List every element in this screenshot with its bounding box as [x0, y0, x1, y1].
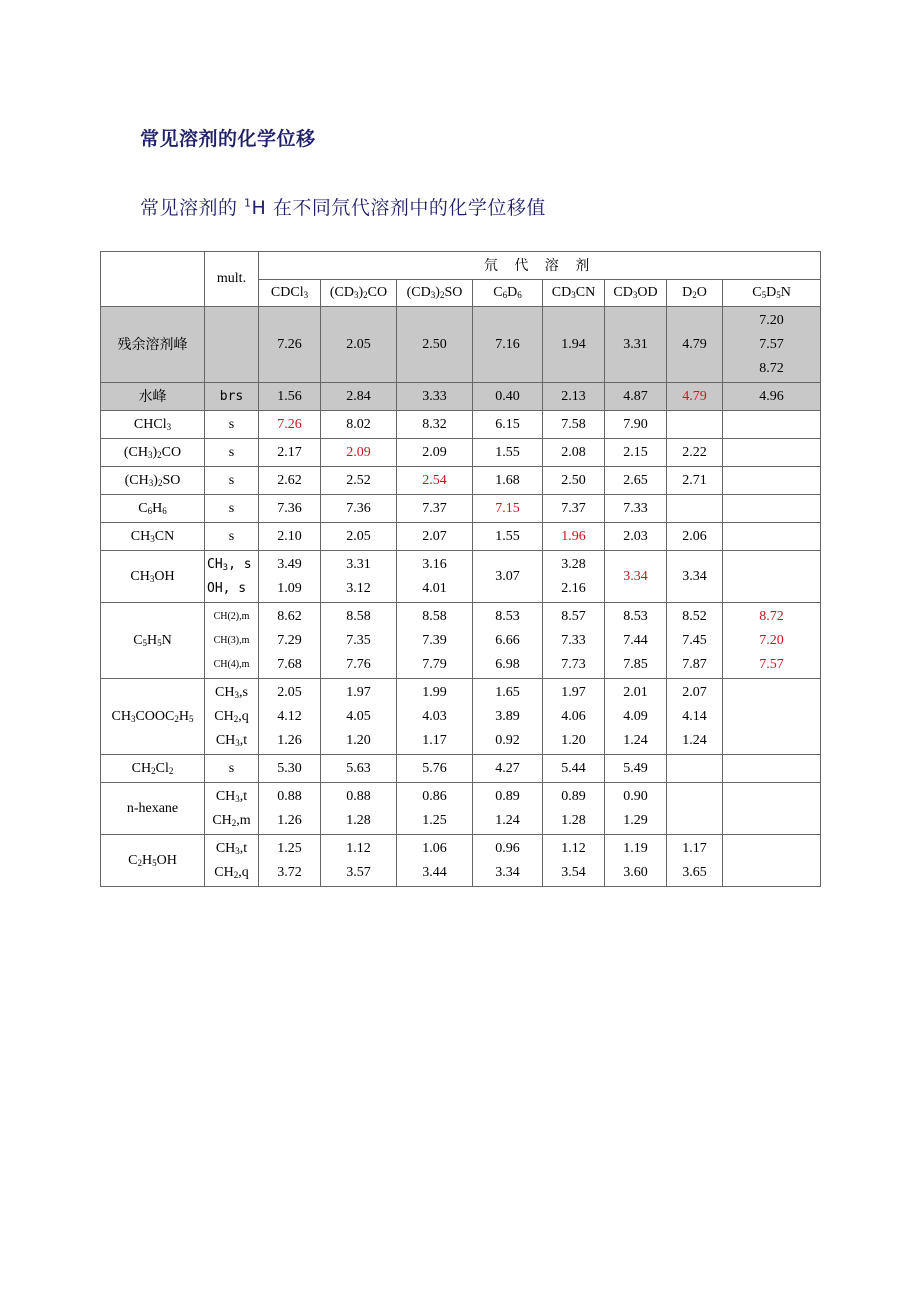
shift-value: 3.12 [346, 580, 371, 596]
shift-value-cell [605, 603, 667, 679]
shift-value: 0.92 [495, 732, 520, 748]
shift-value: 3.28 [561, 556, 586, 572]
shift-value-cell: 3.34 [667, 551, 723, 603]
shift-value-cell [667, 603, 723, 679]
shift-value: 8.58 [346, 608, 371, 624]
solvent-col-header: $C_6D_6$ [473, 280, 543, 307]
shift-value-cell: 2.05 [321, 307, 397, 383]
shift-value: 1.26 [277, 732, 302, 748]
shift-value: 8.57 [561, 608, 586, 624]
shift-value-cell [543, 783, 605, 835]
shift-value-cell: 4.96 [723, 383, 821, 411]
shift-value-cell: 5.44 [543, 755, 605, 783]
shift-value: 7.76 [346, 656, 371, 672]
table-row [101, 307, 821, 383]
shift-value-cell [723, 307, 821, 383]
table-row [101, 755, 821, 783]
shift-value-cell [259, 679, 321, 755]
shift-value: 4.09 [623, 708, 648, 724]
table-row [101, 439, 821, 467]
multiplicity-line: $CH_3,t$ [215, 840, 248, 856]
shift-value-cell: 1.68 [473, 467, 543, 495]
compound-label: $C_5H_5N$ [101, 603, 205, 679]
shift-value-cell: 5.30 [259, 755, 321, 783]
shift-value-cell [259, 603, 321, 679]
shift-value-cell [723, 467, 821, 495]
shift-value-cell: 2.71 [667, 467, 723, 495]
shift-value: 7.68 [277, 656, 302, 672]
compound-label: $(CH_3)_2CO$ [101, 439, 205, 467]
shift-value-cell: 7.15 [473, 495, 543, 523]
shift-value-cell [723, 551, 821, 603]
shift-value: 8.53 [623, 608, 648, 624]
shift-value: 0.96 [495, 840, 520, 856]
shift-value: 4.03 [422, 708, 447, 724]
shift-value-cell: 1.56 [259, 383, 321, 411]
shift-value-cell [667, 411, 723, 439]
shift-value: 0.89 [495, 788, 520, 804]
shift-value-cell: 2.84 [321, 383, 397, 411]
shift-value-cell: 2.52 [321, 467, 397, 495]
shift-value-cell: 2.65 [605, 467, 667, 495]
shift-value: 3.60 [623, 864, 648, 880]
shift-value-cell: 1.94 [543, 307, 605, 383]
compound-label: $CH_3COOC_2H_5$ [101, 679, 205, 755]
compound-label: $(CH_3)_2SO$ [101, 467, 205, 495]
compound-label: $CH_2Cl_2$ [101, 755, 205, 783]
shift-value: 3.34 [495, 864, 520, 880]
shift-value-cell [473, 603, 543, 679]
shift-value: 1.26 [277, 812, 302, 828]
shift-value-cell [723, 835, 821, 887]
shift-value: 1.17 [682, 840, 707, 856]
shift-value-cell: 2.06 [667, 523, 723, 551]
shift-value: 8.72 [759, 360, 784, 376]
shift-value-cell: 4.87 [605, 383, 667, 411]
multiplicity-line: CH(3),m [213, 634, 250, 646]
shift-value-cell [321, 603, 397, 679]
shift-value-cell: 2.03 [605, 523, 667, 551]
shift-value: 7.45 [682, 632, 707, 648]
multiplicity-cell [205, 551, 259, 603]
multiplicity-cell [205, 783, 259, 835]
solvent-col-header: $CD_3CN$ [543, 280, 605, 307]
shift-value-cell: 8.32 [397, 411, 473, 439]
compound-label: 水峰 [101, 383, 205, 411]
shift-value-cell [543, 679, 605, 755]
multiplicity-line: CH(4),m [213, 658, 250, 670]
shift-value-cell [321, 783, 397, 835]
shift-value: 1.28 [561, 812, 586, 828]
shift-value: 1.24 [682, 732, 707, 748]
shift-value-cell: 2.07 [397, 523, 473, 551]
shift-value: 7.33 [561, 632, 586, 648]
shift-value-cell: 7.33 [605, 495, 667, 523]
chemical-shift-table [100, 251, 821, 887]
shift-value: 1.97 [561, 684, 586, 700]
shift-value: 1.97 [346, 684, 371, 700]
compound-label: n-hexane [101, 783, 205, 835]
shift-value-cell [723, 679, 821, 755]
shift-value-cell [397, 783, 473, 835]
shift-value: 0.90 [623, 788, 648, 804]
multiplicity-cell: brs [205, 383, 259, 411]
shift-value: 7.20 [759, 632, 784, 648]
multiplicity-line: $CH_2,m$ [212, 812, 251, 828]
shift-value-cell: 7.37 [397, 495, 473, 523]
shift-value: 1.12 [561, 840, 586, 856]
shift-value-cell: 4.79 [667, 307, 723, 383]
shift-value: 8.72 [759, 608, 784, 624]
shift-value: 7.57 [759, 656, 784, 672]
shift-value: 1.29 [623, 812, 648, 828]
shift-value-cell: 7.26 [259, 307, 321, 383]
multiplicity-cell: s [205, 755, 259, 783]
multiplicity-cell: s [205, 411, 259, 439]
shift-value: 7.85 [623, 656, 648, 672]
multiplicity-cell: s [205, 439, 259, 467]
shift-value-cell [397, 551, 473, 603]
multiplicity-line: $CH_3,s$ [215, 684, 248, 700]
shift-value: 1.24 [623, 732, 648, 748]
shift-value: 3.72 [277, 864, 302, 880]
shift-value: 2.07 [682, 684, 707, 700]
shift-value-cell [723, 755, 821, 783]
shift-value-cell: 7.26 [259, 411, 321, 439]
shift-value-cell [473, 835, 543, 887]
shift-value: 0.88 [277, 788, 302, 804]
shift-value: 7.29 [277, 632, 302, 648]
shift-value: 4.12 [277, 708, 302, 724]
multiplicity-line: CH(2),m [213, 610, 250, 622]
title-post: H 在不同氘代溶剂中的化学位移值 [251, 197, 546, 219]
multiplicity-cell: s [205, 495, 259, 523]
shift-value-cell [543, 603, 605, 679]
shift-value-cell [259, 551, 321, 603]
shift-value-cell [397, 679, 473, 755]
shift-value: 2.01 [623, 684, 648, 700]
shift-value-cell [667, 835, 723, 887]
shift-value-cell: 4.27 [473, 755, 543, 783]
shift-value-cell: 5.49 [605, 755, 667, 783]
solvent-col-header: $(CD_3)_2CO$ [321, 280, 397, 307]
shift-value-cell [321, 835, 397, 887]
compound-label: $CH_3OH$ [101, 551, 205, 603]
shift-value: 3.44 [422, 864, 447, 880]
shift-value: 7.73 [561, 656, 586, 672]
shift-value-cell [605, 679, 667, 755]
shift-value: 1.12 [346, 840, 371, 856]
page-heading: 常见溶剂的化学位移 [140, 128, 316, 150]
solvent-col-header: $C_5D_5N$ [723, 280, 821, 307]
shift-value-cell [723, 523, 821, 551]
multiplicity-line: $CH_3,t$ [215, 732, 248, 748]
shift-value: 1.28 [346, 812, 371, 828]
multiplicity-cell [205, 603, 259, 679]
table-row [101, 551, 821, 603]
shift-value: 7.87 [682, 656, 707, 672]
shift-value: 1.20 [561, 732, 586, 748]
shift-value-cell: 7.36 [259, 495, 321, 523]
shift-value: 7.79 [422, 656, 447, 672]
solvent-group-header: 氘 代 溶 剂 [259, 252, 821, 280]
table-row [101, 383, 821, 411]
shift-value: 3.16 [422, 556, 447, 572]
shift-value: 7.44 [623, 632, 648, 648]
shift-value: 3.89 [495, 708, 520, 724]
multiplicity-cell: s [205, 523, 259, 551]
compound-label: $C_2H_5OH$ [101, 835, 205, 887]
compound-label: 残余溶剂峰 [101, 307, 205, 383]
shift-value-cell: 2.54 [397, 467, 473, 495]
shift-value-cell [397, 835, 473, 887]
multiplicity-cell [205, 835, 259, 887]
shift-value-cell [321, 679, 397, 755]
shift-value: 0.89 [561, 788, 586, 804]
shift-value-cell: 1.96 [543, 523, 605, 551]
shift-value-cell [667, 755, 723, 783]
shift-value-cell [667, 495, 723, 523]
shift-value-cell [667, 679, 723, 755]
title-pre: 常见溶剂的 [140, 197, 245, 219]
shift-value-cell: 2.05 [321, 523, 397, 551]
shift-value: 7.35 [346, 632, 371, 648]
shift-value: 7.57 [759, 336, 784, 352]
shift-value-cell: 5.76 [397, 755, 473, 783]
shift-value: 1.17 [422, 732, 447, 748]
shift-value: 1.19 [623, 840, 648, 856]
shift-value: 8.53 [495, 608, 520, 624]
table-row [101, 835, 821, 887]
shift-value: 0.86 [422, 788, 447, 804]
shift-value-cell: 3.07 [473, 551, 543, 603]
shift-value-cell [723, 439, 821, 467]
shift-value: 1.09 [277, 580, 302, 596]
shift-value-cell: 2.50 [543, 467, 605, 495]
multiplicity-cell [205, 307, 259, 383]
multiplicity-line: $CH_3,t$ [215, 788, 248, 804]
shift-value-cell [723, 603, 821, 679]
shift-value: 0.88 [346, 788, 371, 804]
table-row [101, 603, 821, 679]
shift-value-cell: 7.36 [321, 495, 397, 523]
shift-value: 3.31 [346, 556, 371, 572]
shift-value: 1.06 [422, 840, 447, 856]
shift-value-cell [543, 835, 605, 887]
shift-value: 7.20 [759, 312, 784, 328]
shift-value-cell: 7.37 [543, 495, 605, 523]
solvent-col-header: CDCl$_3$ [259, 280, 321, 307]
shift-value-cell: 2.10 [259, 523, 321, 551]
shift-value-cell [723, 411, 821, 439]
shift-value: 4.14 [682, 708, 707, 724]
table-title [140, 193, 546, 220]
solvent-col-header: $(CD_3)_2SO$ [397, 280, 473, 307]
shift-value-cell: 4.79 [667, 383, 723, 411]
solvent-col-header: $D_2O$ [667, 280, 723, 307]
shift-value: 1.65 [495, 684, 520, 700]
shift-value: 3.54 [561, 864, 586, 880]
shift-value-cell: 1.55 [473, 439, 543, 467]
shift-value: 4.01 [422, 580, 447, 596]
multiplicity-cell: s [205, 467, 259, 495]
shift-value-cell [259, 835, 321, 887]
shift-value: 1.25 [422, 812, 447, 828]
shift-value: 1.20 [346, 732, 371, 748]
solvent-col-header: $CD_3OD$ [605, 280, 667, 307]
compound-label: CHCl$_3$ [101, 411, 205, 439]
shift-value-cell [543, 551, 605, 603]
table-row [101, 495, 821, 523]
shift-value-cell [473, 679, 543, 755]
shift-value-cell [723, 783, 821, 835]
shift-value: 6.98 [495, 656, 520, 672]
shift-value-cell [473, 783, 543, 835]
shift-value: 8.62 [277, 608, 302, 624]
shift-value: 8.58 [422, 608, 447, 624]
mult-header: mult. [205, 252, 259, 307]
shift-value: 1.25 [277, 840, 302, 856]
shift-value-cell: 5.63 [321, 755, 397, 783]
shift-value-cell [397, 603, 473, 679]
shift-value: 6.66 [495, 632, 520, 648]
shift-value: 1.24 [495, 812, 520, 828]
shift-value-cell: 2.08 [543, 439, 605, 467]
shift-value-cell: 6.15 [473, 411, 543, 439]
multiplicity-line: $CH_2,q$ [214, 708, 249, 724]
shift-value-cell: 2.50 [397, 307, 473, 383]
compound-label: $C_6H_6$ [101, 495, 205, 523]
shift-value-cell [605, 835, 667, 887]
shift-value: 4.05 [346, 708, 371, 724]
shift-value-cell [605, 783, 667, 835]
shift-value-cell: 2.09 [321, 439, 397, 467]
shift-value-cell: 7.90 [605, 411, 667, 439]
shift-value: 1.99 [422, 684, 447, 700]
shift-value: 3.49 [277, 556, 302, 572]
table-row [101, 523, 821, 551]
compound-label: $CH_3CN$ [101, 523, 205, 551]
shift-value-cell: 3.34 [605, 551, 667, 603]
shift-value-cell: 3.31 [605, 307, 667, 383]
shift-value-cell [723, 495, 821, 523]
shift-value-cell: 7.58 [543, 411, 605, 439]
shift-value-cell: 0.40 [473, 383, 543, 411]
corner-cell [101, 252, 205, 307]
shift-value-cell [321, 551, 397, 603]
table-row [101, 679, 821, 755]
shift-value-cell: 8.02 [321, 411, 397, 439]
shift-value: 2.16 [561, 580, 586, 596]
multiplicity-line: $CH_2,q$ [214, 864, 249, 880]
multiplicity-cell [205, 679, 259, 755]
shift-value: 8.52 [682, 608, 707, 624]
shift-value-cell: 2.17 [259, 439, 321, 467]
shift-value: 4.06 [561, 708, 586, 724]
shift-value-cell: 2.22 [667, 439, 723, 467]
shift-value-cell: 2.13 [543, 383, 605, 411]
shift-value: 7.39 [422, 632, 447, 648]
multiplicity-line: OH, s [207, 580, 247, 596]
shift-value: 3.65 [682, 864, 707, 880]
shift-value-cell: 7.16 [473, 307, 543, 383]
title-sup: 1 [244, 196, 252, 210]
multiplicity-line: $CH_3$, s [207, 556, 252, 573]
table-row [101, 467, 821, 495]
shift-value-cell: 1.55 [473, 523, 543, 551]
shift-value: 2.05 [277, 684, 302, 700]
shift-value: 3.57 [346, 864, 371, 880]
shift-value-cell [259, 783, 321, 835]
shift-value-cell: 3.33 [397, 383, 473, 411]
table-row [101, 411, 821, 439]
table-row [101, 783, 821, 835]
shift-value-cell: 2.15 [605, 439, 667, 467]
shift-value-cell [667, 783, 723, 835]
shift-value-cell: 2.09 [397, 439, 473, 467]
shift-value-cell: 2.62 [259, 467, 321, 495]
